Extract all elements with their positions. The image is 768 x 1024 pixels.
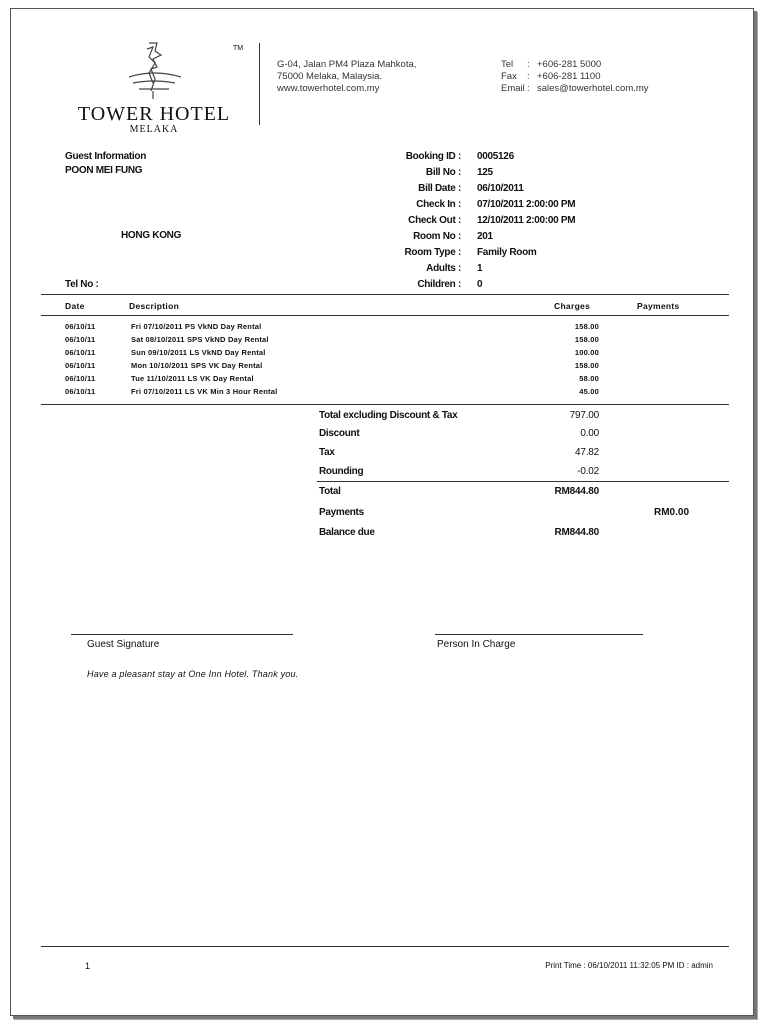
adults-value: 1 bbox=[477, 263, 483, 274]
room-no-value: 201 bbox=[477, 231, 493, 242]
guest-signature-label: Guest Signature bbox=[87, 639, 160, 650]
email-key: Email bbox=[501, 83, 525, 94]
guest-info-heading: Guest Information bbox=[65, 151, 147, 162]
row-charges: 158.00 bbox=[574, 322, 599, 331]
row-date: 06/10/11 bbox=[65, 322, 96, 331]
bill-no-value: 125 bbox=[477, 167, 493, 178]
table-top-rule bbox=[41, 294, 729, 295]
person-in-charge-line bbox=[435, 634, 643, 635]
total-excluding-label: Total excluding Discount & Tax bbox=[319, 410, 458, 421]
table-bottom-rule bbox=[41, 404, 729, 405]
person-in-charge-label: Person In Charge bbox=[437, 639, 516, 650]
room-type-key: Room Type : bbox=[404, 247, 461, 258]
col-header-description: Description bbox=[129, 301, 180, 311]
children-value: 0 bbox=[477, 279, 483, 290]
total-value: RM844.80 bbox=[554, 486, 599, 497]
check-out-value: 12/10/2011 2:00:00 PM bbox=[477, 215, 576, 226]
balance-label: Balance due bbox=[319, 527, 375, 538]
guest-country: HONG KONG bbox=[121, 230, 182, 241]
hotel-contact: Tel : +606-281 5000 Fax : +606-281 1100 Email : sales@towerhotel.com.my bbox=[501, 59, 649, 94]
row-date: 06/10/11 bbox=[65, 374, 96, 383]
hotel-city: MELAKA bbox=[129, 124, 179, 135]
row-description: Sun 09/10/2011 LS VkND Day Rental bbox=[131, 348, 266, 357]
booking-id-value: 0005126 bbox=[477, 151, 514, 162]
fax-value: +606-281 1100 bbox=[537, 71, 601, 82]
hotel-website: www.towerhotel.com.my bbox=[277, 83, 380, 94]
children-key: Children : bbox=[417, 279, 461, 290]
row-description: Fri 07/10/2011 PS VkND Day Rental bbox=[131, 322, 262, 331]
hotel-name: TOWER HOTEL bbox=[77, 103, 231, 125]
total-rule bbox=[317, 481, 729, 482]
row-description: Sat 08/10/2011 SPS VkND Day Rental bbox=[131, 335, 269, 344]
invoice-page bbox=[10, 8, 754, 1016]
row-charges: 158.00 bbox=[574, 361, 599, 370]
guest-signature-line bbox=[71, 634, 293, 635]
booking-id-key: Booking ID : bbox=[405, 151, 461, 162]
row-charges: 45.00 bbox=[579, 387, 599, 396]
payments-label: Payments bbox=[319, 507, 364, 518]
thank-you-note: Have a pleasant stay at One Inn Hotel. Thank you. bbox=[87, 669, 299, 679]
tower-emblem-icon bbox=[69, 39, 239, 101]
email-value: sales@towerhotel.com.my bbox=[537, 83, 649, 94]
address-line-2: 75000 Melaka, Malaysia. bbox=[277, 71, 383, 82]
rounding-label: Rounding bbox=[319, 466, 364, 477]
page-number: 1 bbox=[85, 961, 91, 971]
discount-value: 0.00 bbox=[580, 428, 599, 439]
check-in-value: 07/10/2011 2:00:00 PM bbox=[477, 199, 576, 210]
address-line-1: G-04, Jalan PM4 Plaza Mahkota, bbox=[277, 59, 417, 70]
room-no-key: Room No : bbox=[413, 231, 461, 242]
guest-name: POON MEI FUNG bbox=[65, 165, 143, 176]
col-header-date: Date bbox=[65, 301, 85, 311]
balance-value: RM844.80 bbox=[554, 527, 599, 538]
table-header-rule bbox=[41, 315, 729, 316]
tax-value: 47.82 bbox=[574, 447, 599, 458]
row-description: Tue 11/10/2011 LS VK Day Rental bbox=[131, 374, 254, 383]
bill-date-value: 06/10/2011 bbox=[477, 183, 524, 194]
rounding-value: -0.02 bbox=[577, 466, 599, 477]
discount-label: Discount bbox=[319, 428, 360, 439]
row-date: 06/10/11 bbox=[65, 387, 96, 396]
row-description: Mon 10/10/2011 SPS VK Day Rental bbox=[131, 361, 263, 370]
hotel-logo bbox=[69, 39, 244, 135]
guest-tel-label: Tel No : bbox=[65, 279, 99, 290]
row-charges: 100.00 bbox=[574, 348, 599, 357]
tax-label: Tax bbox=[319, 447, 335, 458]
row-date: 06/10/11 bbox=[65, 348, 96, 357]
row-date: 06/10/11 bbox=[65, 361, 96, 370]
tel-value: +606-281 5000 bbox=[537, 59, 602, 70]
fax-key: Fax bbox=[501, 71, 517, 82]
footer-rule bbox=[41, 946, 729, 947]
row-charges: 158.00 bbox=[574, 335, 599, 344]
trademark-label: TM bbox=[233, 45, 244, 52]
check-in-key: Check In : bbox=[416, 199, 461, 210]
bill-no-key: Bill No : bbox=[425, 167, 461, 178]
payments-value: RM0.00 bbox=[653, 507, 689, 518]
print-time: Print Time : 06/10/2011 11:32:05 PM ID : admin bbox=[545, 961, 713, 970]
row-date: 06/10/11 bbox=[65, 335, 96, 344]
bill-date-key: Bill Date : bbox=[418, 183, 461, 194]
room-type-value: Family Room bbox=[477, 247, 537, 258]
hotel-address bbox=[277, 59, 416, 95]
total-label: Total bbox=[319, 486, 341, 497]
total-excluding-value: 797.00 bbox=[569, 410, 599, 421]
col-header-payments: Payments bbox=[637, 301, 680, 311]
check-out-key: Check Out : bbox=[408, 215, 461, 226]
row-description: Fri 07/10/2011 LS VK Min 3 Hour Rental bbox=[131, 387, 278, 396]
adults-key: Adults : bbox=[426, 263, 461, 274]
row-charges: 58.00 bbox=[579, 374, 599, 383]
col-header-charges: Charges bbox=[554, 301, 591, 311]
tel-key: Tel bbox=[501, 59, 514, 70]
header-divider bbox=[259, 43, 260, 125]
